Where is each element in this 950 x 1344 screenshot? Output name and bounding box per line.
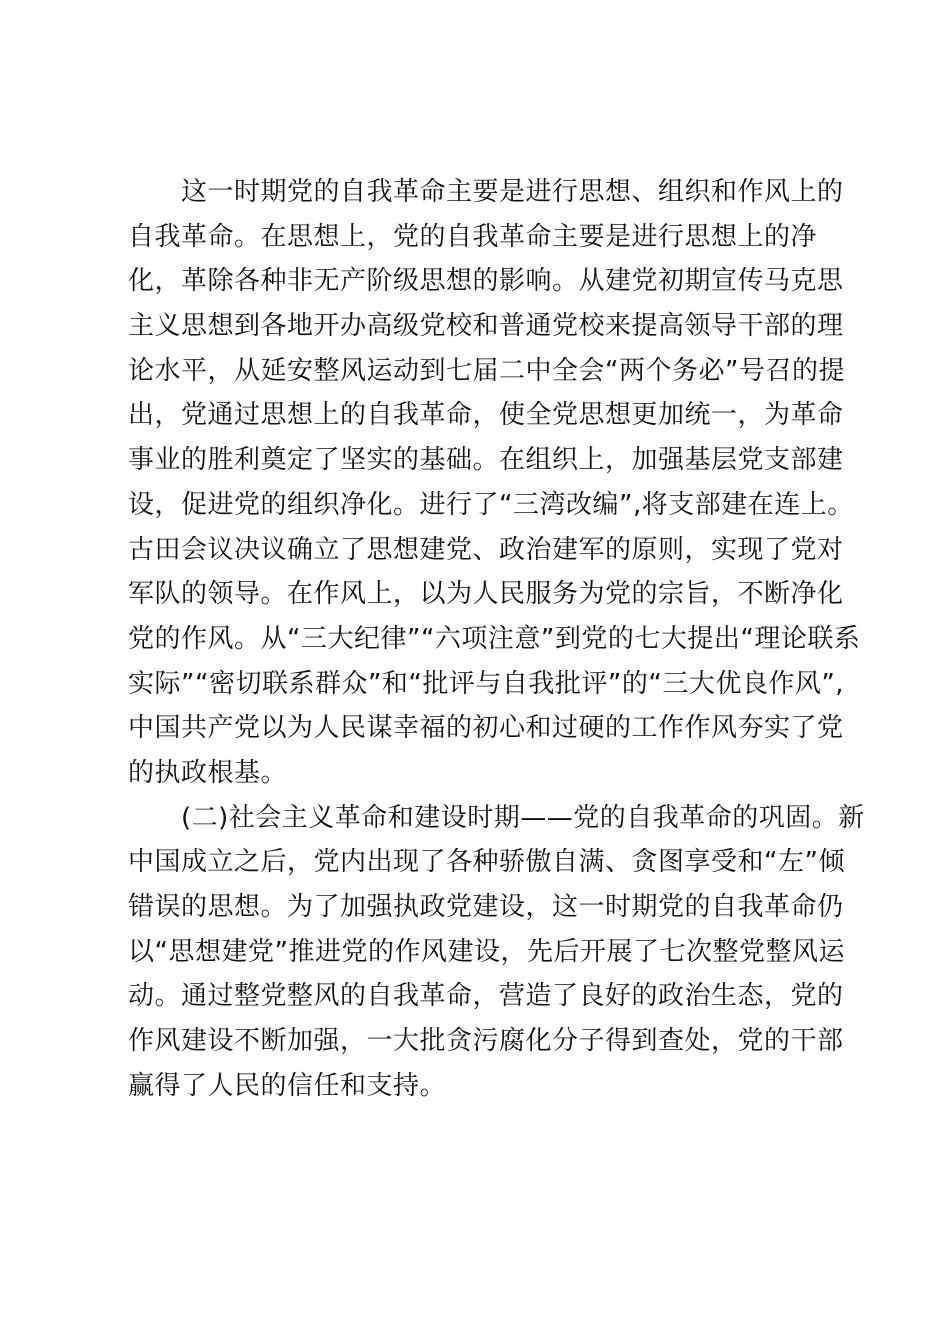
text-line: 古田会议决议确立了思想建党、政治建军的原则，实现了党对 — [128, 534, 844, 565]
text-line: 作风建设不断加强，一大批贪污腐化分子得到查处，党的干部 — [128, 1026, 844, 1057]
text-line: 以“思想建党”推进党的作风建设，先后开展了七次整党整风运 — [128, 936, 845, 967]
text-line: 动。通过整党整风的自我革命，营造了良好的政治生态，党的 — [128, 981, 844, 1012]
text-line: 设，促进党的组织净化。进行了“三湾改编”,将支部建在连上。 — [128, 489, 854, 520]
text-line: 自我革命。在思想上，党的自我革命主要是进行思想上的净 — [128, 221, 818, 252]
text-line: 出，党通过思想上的自我革命，使全党思想更加统一，为革命 — [128, 400, 844, 431]
text-line: 事业的胜利奠定了坚实的基础。在组织上，加强基层党支部建 — [128, 445, 844, 476]
text-line: 中国共产党以为人民谋幸福的初心和过硬的工作作风夯实了党 — [128, 713, 844, 744]
text-line: 党的作风。从“三大纪律”“六项注意”到党的七大提出“理论联系 — [128, 623, 861, 654]
text-line: 实际”“密切联系群众”和“批评与自我批评”的“三大优良作风”, — [128, 668, 845, 699]
text-line: 化，革除各种非无产阶级思想的影响。从建党初期宣传马克思 — [128, 266, 844, 297]
text-line: 错误的思想。为了加强执政党建设，这一时期党的自我革命仍 — [128, 892, 844, 922]
text-line: 中国成立之后，党内出现了各种骄傲自满、贪图享受和“左”倾 — [128, 847, 845, 878]
text-line: 赢得了人民的信任和支持。 — [128, 1070, 447, 1101]
document-body — [128, 170, 865, 1108]
paragraph-1 — [128, 170, 861, 796]
text-line: (二)社会主义革命和建设时期——党的自我革命的巩固。新 — [128, 802, 865, 833]
text-line: 的执政根基。 — [128, 757, 288, 788]
paragraph-2 — [128, 796, 865, 1109]
text-line: 论水平，从延安整风运动到七届二中全会“两个务必”号召的提 — [128, 355, 845, 386]
text-line: 主义思想到各地开办高级党校和普通党校来提高领导干部的理 — [128, 311, 844, 342]
text-line: 军队的领导。在作风上，以为人民服务为党的宗旨，不断净化 — [128, 579, 844, 610]
text-line: 这一时期党的自我革命主要是进行思想、组织和作风上的 — [128, 177, 844, 207]
